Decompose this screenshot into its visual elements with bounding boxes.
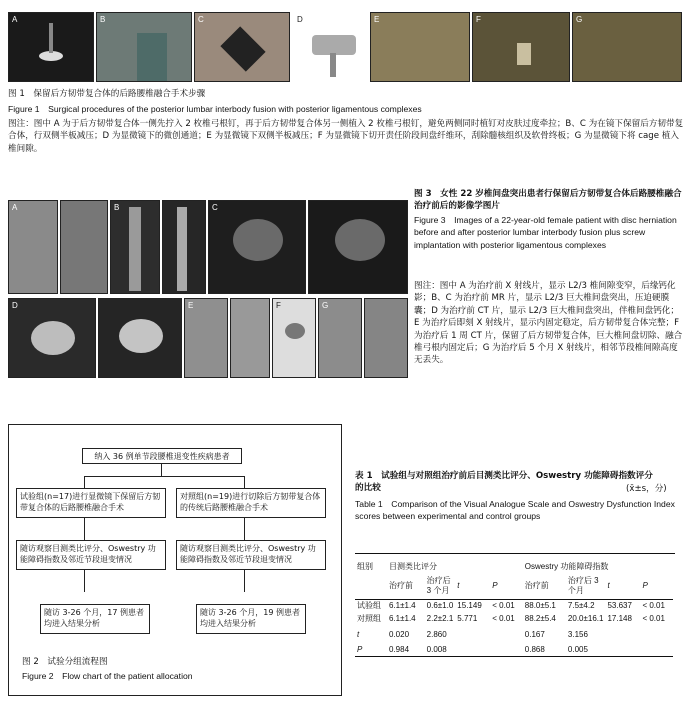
fig1-panel-e — [370, 12, 470, 82]
fig1-panel-d — [293, 12, 369, 82]
table-cell: 7.5±4.2 — [567, 601, 595, 611]
fig3-panel-e — [184, 298, 228, 378]
fig3-panel-g2 — [364, 298, 408, 378]
panel-label: F — [476, 15, 481, 24]
panel-label: A — [12, 15, 18, 24]
fig2-title-cn: 图 2 试验分组流程图 — [22, 657, 108, 667]
panel-label: A — [12, 203, 18, 212]
flow-line — [84, 570, 85, 592]
table-cell: 试验组 — [357, 601, 381, 611]
fig1-panel-c — [194, 12, 290, 82]
table-rule-top — [355, 553, 675, 554]
table-cell: 20.0±16.1 — [567, 614, 604, 623]
panel-label: G — [576, 15, 583, 24]
header-cell: 组别 — [357, 562, 373, 571]
table-cell: 17.148 — [607, 614, 632, 623]
fig3-title-cn: 图 3 女性 22 岁椎间盘突出患者行保留后方韧带复合体后路腰椎融合治疗前后的影像学图片 — [414, 189, 682, 212]
header-cell: P — [642, 581, 648, 591]
fig1-title-en: Figure 1 Surgical procedures of the posterior lumbar interbody fusion with posterior ligamentous complexes — [8, 104, 422, 114]
fig3-panel-c — [208, 200, 306, 294]
header-cell: t — [457, 581, 460, 591]
table-cell: 对照组 — [357, 614, 381, 623]
flow-box-followup-experimental: 随访观察目测类比评分、Oswestry 功能障碍指数及邻近节段退变情况 — [16, 540, 166, 570]
panel-label: E — [188, 301, 194, 310]
table-cell: 6.1±1.4 — [389, 614, 416, 623]
flow-box-experimental: 试验组(n=17)进行显微镜下保留后方韧带复合体的后路腰椎融合手术 — [16, 488, 166, 518]
fig3-panel-c2 — [308, 200, 408, 294]
fig3-panel-d2 — [98, 298, 182, 378]
table-cell: 0.984 — [389, 644, 410, 654]
table-cell: < 0.01 — [642, 614, 665, 623]
table-cell: 0.6±1.0 — [426, 601, 454, 611]
fig1-title-cn: 图 1 保留后方韧带复合体的后路腰椎融合手术步骤 — [8, 89, 206, 99]
table-cell: 2.860 — [426, 629, 447, 639]
flow-box-control: 对照组(n=19)进行切除后方韧带复合体的传统后路腰椎融合手术 — [176, 488, 326, 518]
panel-label: D — [297, 15, 303, 24]
fig3-panel-b — [110, 200, 160, 294]
flow-box-followup-control: 随访观察目测类比评分、Oswestry 功能障碍指数及邻近节段退变情况 — [176, 540, 326, 570]
fig1-note: 图注：图中 A 为于后方韧带复合体一侧先拧入 2 枚椎弓根钉，再于后方韧带复合体另一侧植入 2 枚椎弓根钉，避免两侧同时植钉对皮肤过度牵拉；B、C 为在镜下保留后方韧带复合体，行双侧半板减压；D 为显微镜下的微创通道；E 为显微镜下双侧半板减压；F 为显微镜下切开责任阶段间盘纤维环，刮除髓核组织及软骨终板；G 为显微镜下将 cage 植入椎间隙。 — [8, 119, 684, 154]
fig2-title-en: Figure 2 Flow chart of the patient allocation — [22, 671, 193, 681]
flow-line — [84, 518, 85, 540]
header-cell: t — [607, 581, 610, 591]
header-cell: 治疗前 — [524, 581, 549, 591]
panel-label: C — [212, 203, 218, 212]
header-cell: 治疗后 3 个月 — [426, 575, 451, 595]
fig3-panel-a — [8, 200, 58, 294]
table-header-row — [355, 573, 673, 599]
fig3-panel-f — [272, 298, 316, 378]
header-cell: Oswestry 功能障碍指数 — [524, 562, 609, 571]
flow-box-enrolled: 纳入 36 例单节段腰椎退变性疾病患者 — [82, 448, 242, 464]
table-cell: P — [357, 644, 363, 654]
fig3-panel-b2 — [162, 200, 206, 294]
panel-label: F — [276, 301, 281, 310]
panel-label: E — [374, 15, 380, 24]
header-cell: P — [492, 581, 498, 591]
table-header-row — [355, 560, 673, 573]
fig3-note: 图注：图中 A 为治疗前 X 射线片，显示 L2/3 椎间隙变窄，后缘钙化影；B、C 为治疗前 MR 片，显示 L2/3 巨大椎间盘突出，压迫硬膜囊；D 为治疗前 CT 片，显示 L2/3 巨大椎间盘突出，伴椎间盘钙化；E 为治疗后即刻 X 射线片，显示内固定稳定，后方韧带复合体完整；F 为治疗后 1 周 CT 片，保留了后方韧带复合体，巨大椎间盘切除、融合椎弓根内固定后；G 为治疗后 5 个月 X 射线片，相邻节段椎间隙高度无丢失。 — [414, 281, 683, 366]
table1-unit: (x̄±s，分) — [626, 484, 667, 494]
table1-title-en: Table 1 Comparison of the Visual Analogue Scale and Oswestry Dysfunction Index scores between experimental and control groups — [355, 499, 675, 522]
table-cell: 2.2±2.1 — [426, 614, 454, 623]
table-cell: < 0.01 — [492, 614, 515, 623]
flow-line — [244, 570, 245, 592]
table-cell: 0.167 — [524, 629, 545, 639]
fig1-panel-f — [472, 12, 570, 82]
flow-line — [84, 476, 244, 477]
flow-box-analysis-control: 随访 3-26 个月，19 例患者均进入结果分析 — [196, 604, 306, 634]
table-cell: 15.149 — [457, 601, 482, 611]
fig1-panel-b — [96, 12, 192, 82]
table-cell: 6.1±1.4 — [389, 601, 416, 611]
table-cell: 0.005 — [567, 644, 588, 654]
flow-line — [161, 464, 162, 476]
table-cell: 0.020 — [389, 629, 410, 639]
panel-label: G — [322, 301, 329, 310]
table1 — [355, 560, 673, 657]
header-cell: 治疗后 3 个月 — [567, 575, 599, 595]
fig3-title-en: Figure 3 Images of a 22-year-old female patient with disc herniation before and after posterior lumbar interbody fusion plus screw implantation with posterior ligamentous complexes — [414, 215, 677, 250]
table-row — [355, 612, 673, 625]
fig3-panel-g — [318, 298, 362, 378]
fig3-panel-a2 — [60, 200, 108, 294]
header-cell: 治疗前 — [389, 581, 413, 591]
table-row — [355, 599, 673, 612]
table1-title-cn: 表 1 试验组与对照组治疗前后目测类比评分、Oswestry 功能障碍指数评分的比较 — [355, 471, 653, 494]
fig3-panel-e2 — [230, 298, 270, 378]
panel-label: B — [100, 15, 106, 24]
table-cell: 53.637 — [607, 601, 632, 611]
fig1-panel-a — [8, 12, 94, 82]
flow-box-analysis-experimental: 随访 3-26 个月，17 例患者均进入结果分析 — [40, 604, 150, 634]
table-cell: 0.008 — [426, 644, 447, 654]
flow-line — [244, 518, 245, 540]
panel-label: B — [114, 203, 120, 212]
table-cell: 88.2±5.4 — [524, 614, 556, 623]
fig1-panel-g — [572, 12, 682, 82]
flow-line — [244, 476, 245, 488]
panel-label: D — [12, 301, 18, 310]
panel-label: C — [198, 15, 204, 24]
table-cell: 3.156 — [567, 629, 588, 639]
table-cell: t — [357, 629, 360, 639]
table-row — [355, 625, 673, 643]
flow-line — [84, 476, 85, 488]
table-row — [355, 643, 673, 656]
table-cell: 0.868 — [524, 644, 545, 654]
table-cell: 5.771 — [457, 614, 478, 623]
table-cell: < 0.01 — [642, 601, 665, 611]
table-cell: < 0.01 — [492, 601, 515, 611]
table-cell: 88.0±5.1 — [524, 601, 556, 611]
header-cell: 目测类比评分 — [389, 562, 437, 571]
fig3-panel-d — [8, 298, 96, 378]
